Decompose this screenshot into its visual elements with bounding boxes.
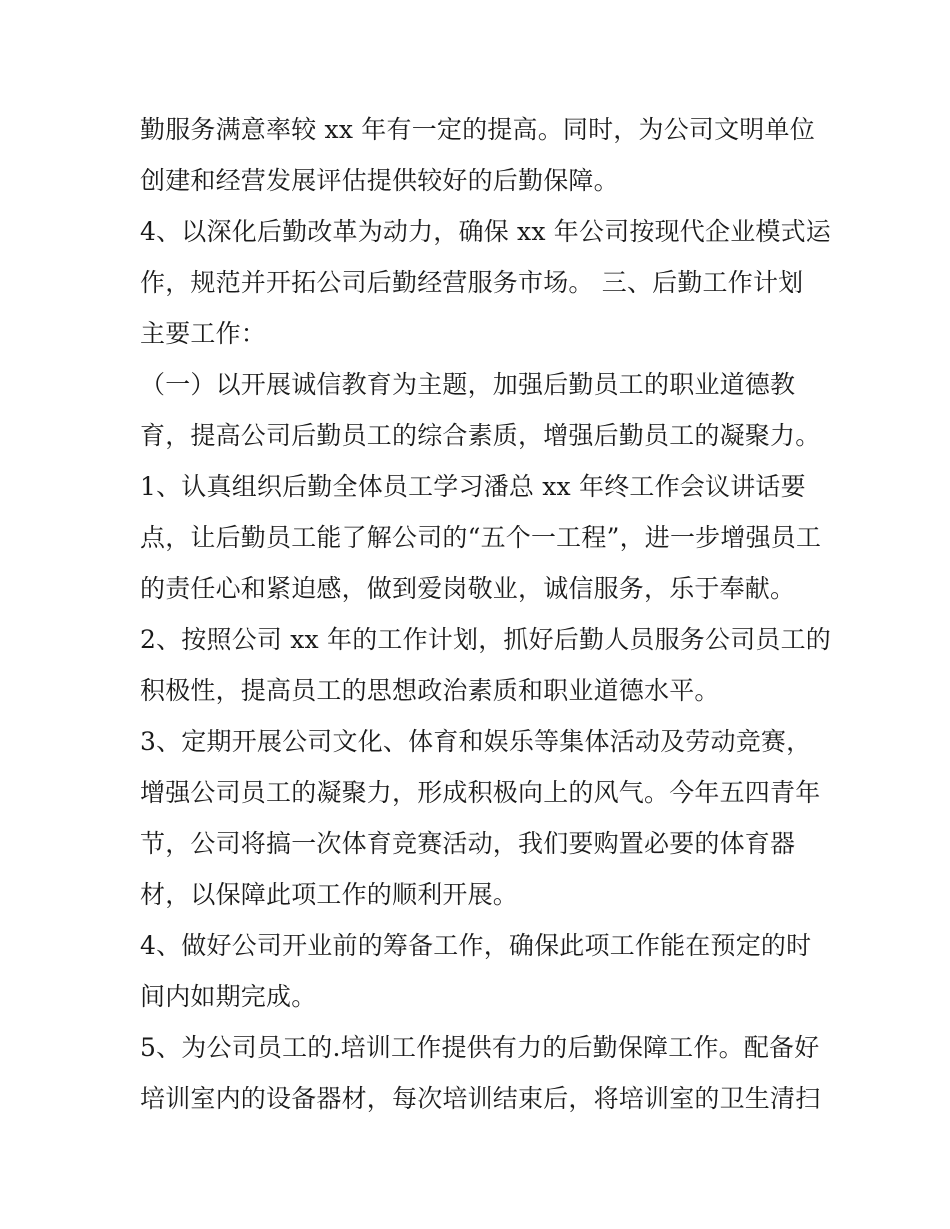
text-line: 创建和经营发展评估提供较好的后勤保障。: [140, 166, 619, 195]
text-line: 3、定期开展公司文化、体育和娱乐等集体活动及劳动竞赛，: [140, 727, 812, 756]
text-line: 作，规范并开拓公司后勤经营服务市场。 三、后勤工作计划: [140, 268, 804, 297]
text-line: 增强公司员工的凝聚力，形成积极向上的风气。今年五四青年: [140, 778, 821, 807]
text-line: 2、按照公司 xx 年的工作计划，抓好后勤人员服务公司员工的: [140, 625, 831, 654]
text-line: 的责任心和紧迫感，做到爱岗敬业，诚信服务，乐于奉献。: [140, 574, 796, 603]
text-line: 培训室内的设备器材，每次培训结束后，将培训室的卫生清扫: [140, 1084, 821, 1113]
text-line: 节，公司将搞一次体育竞赛活动，我们要购置必要的体育器: [140, 829, 796, 858]
text-line: 5、为公司员工的.培训工作提供有力的后勤保障工作。配备好: [140, 1033, 820, 1062]
text-line: 育，提高公司后勤员工的综合素质，增强后勤员工的凝聚力。: [140, 421, 821, 450]
text-line: 材，以保障此项工作的顺利开展。: [140, 880, 519, 909]
text-line: 间内如期完成。: [140, 982, 317, 1011]
text-line: （一）以开展诚信教育为主题，加强后勤员工的职业道德教: [140, 370, 796, 399]
text-line: 积极性，提高员工的思想政治素质和职业道德水平。: [140, 676, 720, 705]
text-line: 4、做好公司开业前的筹备工作，确保此项工作能在预定的时: [140, 931, 812, 960]
text-line: 主要工作：: [140, 319, 267, 348]
text-line: 勤服务满意率较 xx 年有一定的提高。同时，为公司文明单位: [140, 115, 815, 144]
text-line: 点，让后勤员工能了解公司的“五个一工程”，进一步增强员工: [140, 523, 822, 552]
text-line: 1、认真组织后勤全体员工学习潘总 xx 年终工作会议讲话要: [140, 472, 806, 501]
text-line: 4、以深化后勤改革为动力，确保 xx 年公司按现代企业模式运: [140, 217, 831, 246]
